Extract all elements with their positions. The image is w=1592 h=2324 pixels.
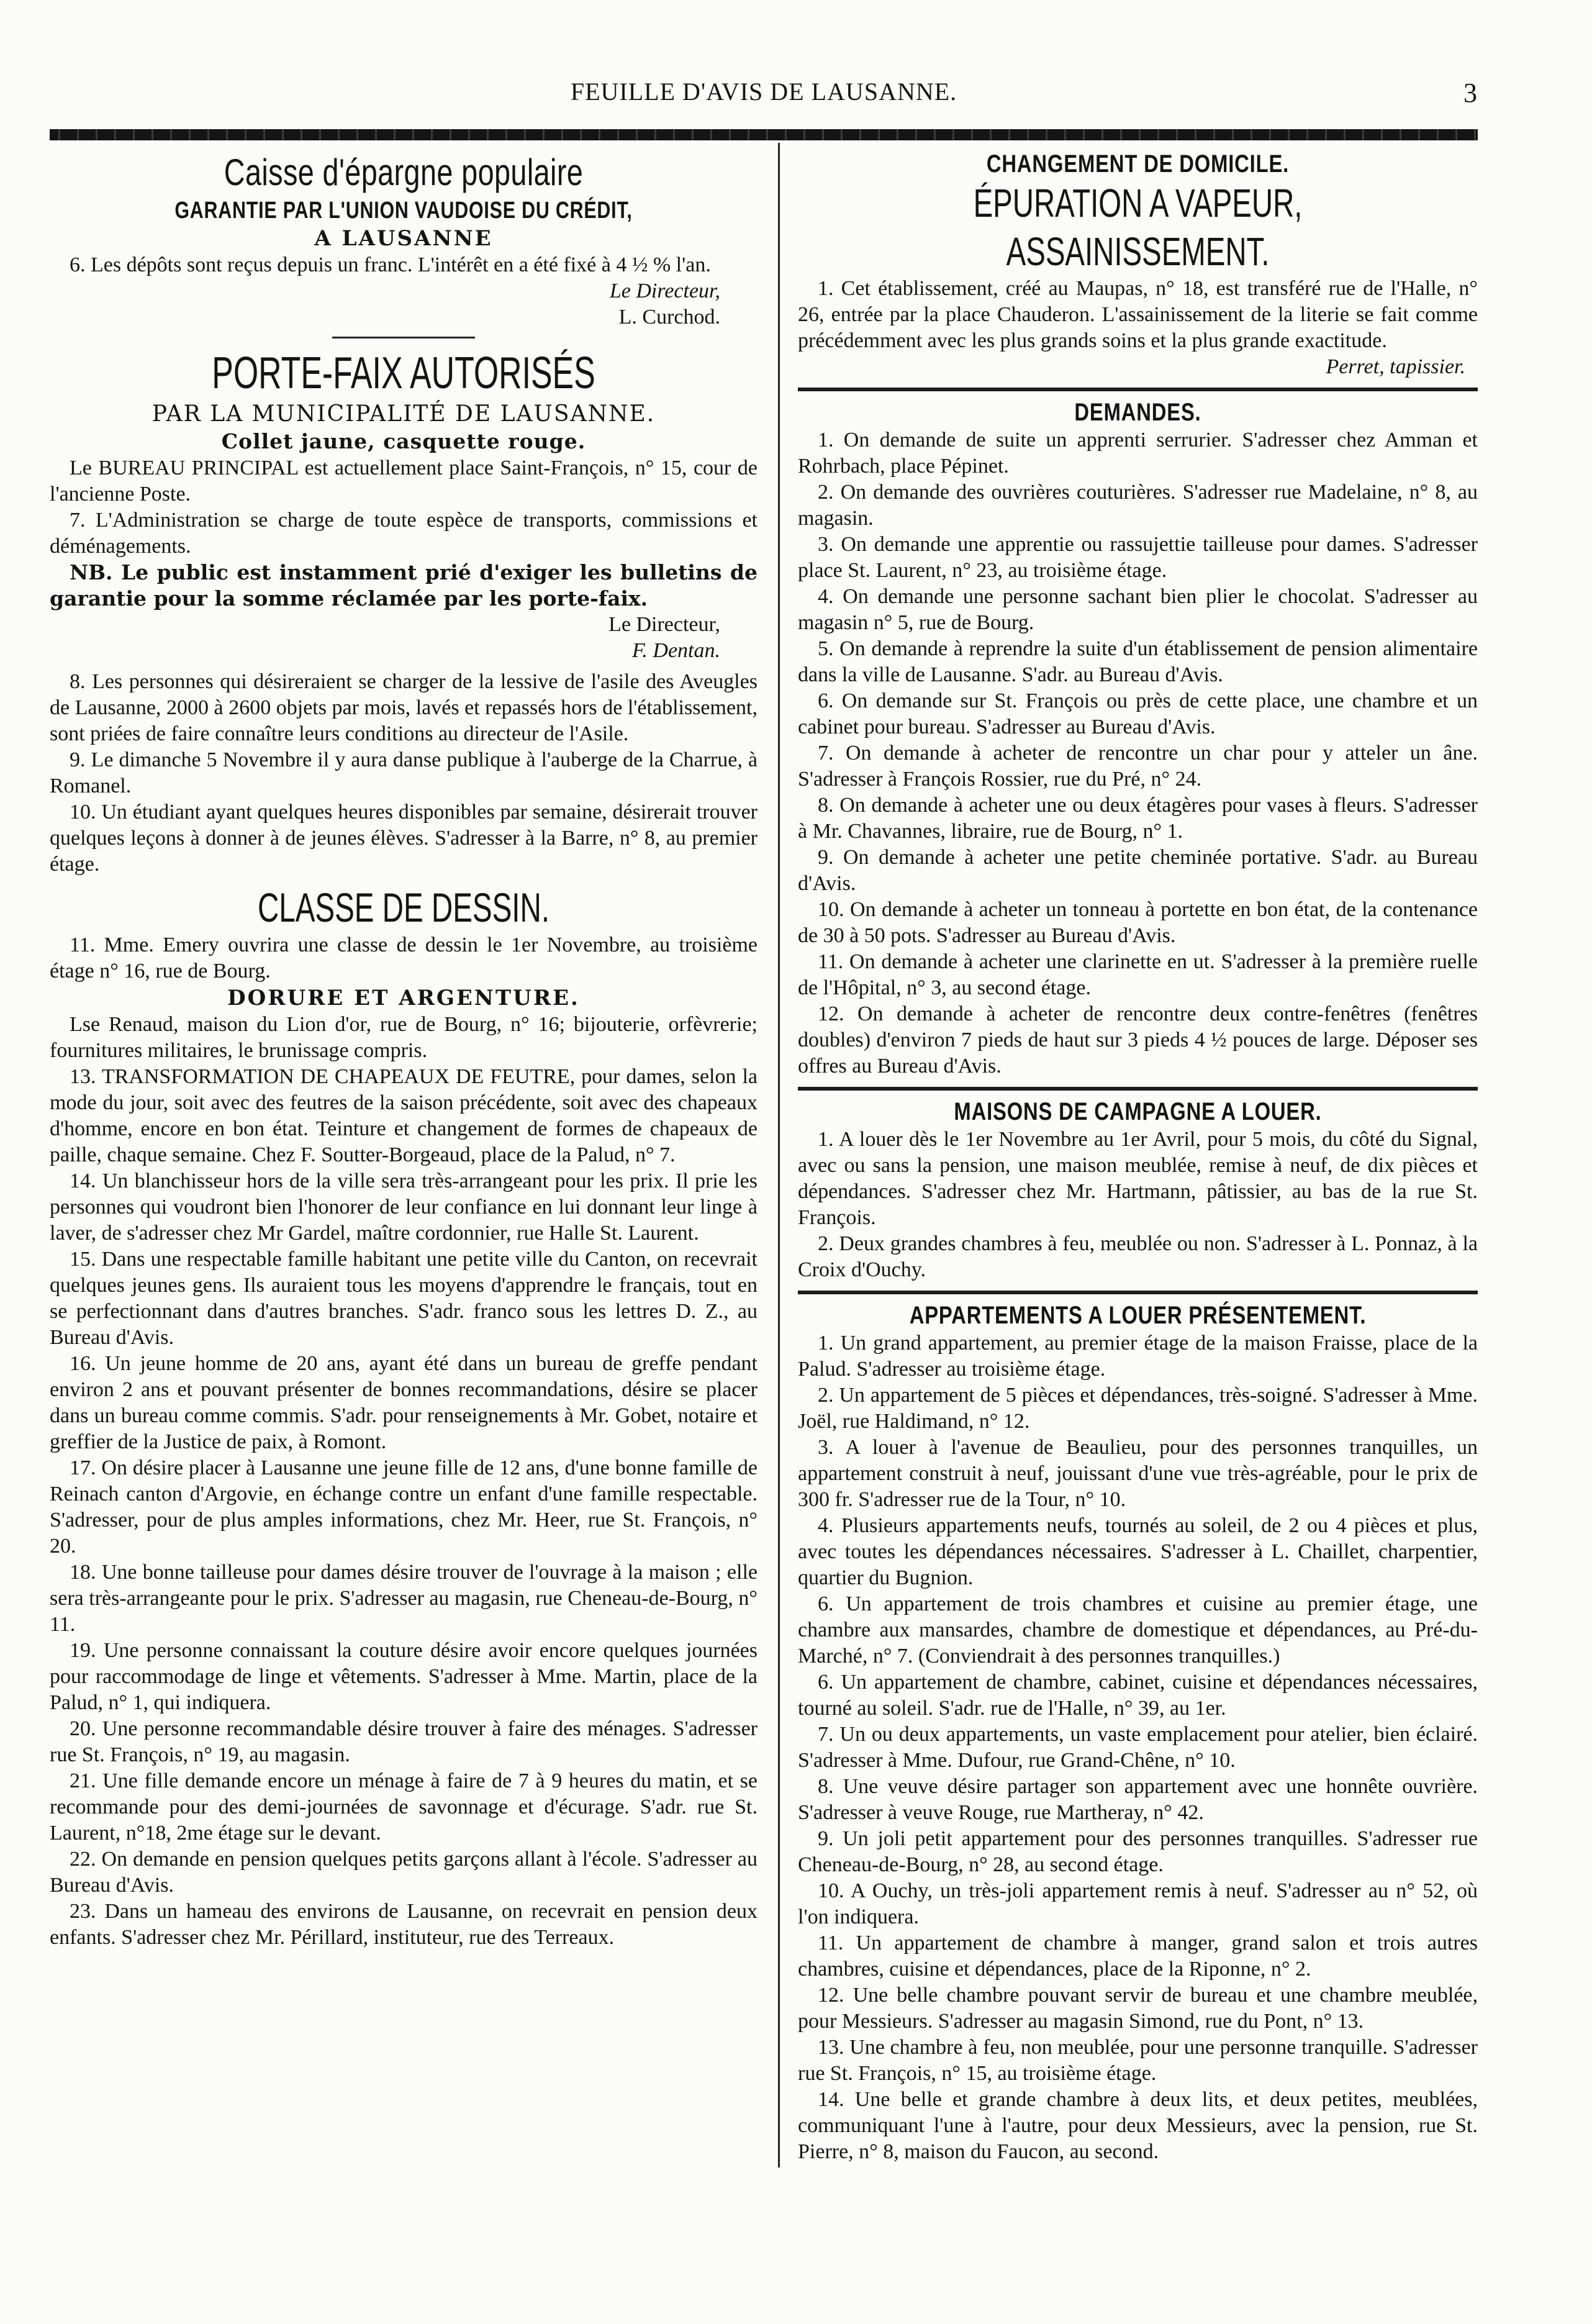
appartement-item: 8. Une veuve désire partager son appartement avec une honnête ouvrière. S'adresser à veuve Rouge, rue Martheray, n° 42. [798,1775,1478,1824]
maison-item: 2. Deux grandes chambres à feu, meublée ou non. S'adresser à L. Ponnaz, à la Croix d'Ouchy. [798,1232,1478,1281]
changement-text: 1. Cet établissement, créé au Maupas, n° 18, est transféré rue de l'Halle, n° 26, entrée par la place Chauderon. L'assainissement de la literie se fait comme précédemment avec les plus grands soins et la plus grande exactitude. [798,277,1478,352]
appartement-item: 4. Plusieurs appartements neufs, tournés au soleil, de 2 ou 4 pièces et plus, avec toutes les dépendances nécessaires. S'adresser à L. Chaillet, charpentier, quartier du Bugnion. [798,1514,1478,1589]
demande-item: 1. On demande de suite un apprenti serrurier. S'adresser chez Amman et Rohrbach, place Pépinet. [798,429,1478,478]
porte-faix-sig2: F. Dentan. [632,639,720,662]
appartements-title: APPARTEMENTS A LOUER PRÉSENTEMENT. [909,1302,1367,1329]
notice-19: 19. Une personne connaissant la couture désire avoir encore quelques journées pour raccommodage de linge et vêtements. S'adresser à Mme. Martin, place de la Palud, n° 1, qui indiquera. [50,1639,758,1714]
appartement-item: 14. Une belle et grande chambre à deux lits, et deux petites, meublées, communiquant l'une à l'autre, pour deux Messieurs, avec la pension, rue St. Pierre, n° 8, maison du Faucon, au second. [798,2088,1478,2163]
notice-10: 10. Un étudiant ayant quelques heures disponibles par semaine, désirerait trouver quelques leçons à donner à de jeunes élèves. S'adresser à la Barre, n° 8, au premier étage. [50,801,758,876]
changement-sig-row [798,354,1478,380]
caisse-sig-role [50,278,758,304]
demande-item: 12. On demande à acheter de rencontre deux contre-fenêtres (fenêtres doubles) d'environ 7 pieds de haut sur 3 pieds 4 ½ pouces de large. Déposer ses offres au Bureau d'Avis. [798,1002,1478,1078]
porte-faix-p3: NB. Le public est instamment prié d'exiger les bulletins de garantie pour la somme réclamée par les porte-faix. [50,560,758,611]
page-number: 3 [1463,78,1478,108]
caisse-sig1: Le Directeur, [609,279,720,302]
section-rule [798,1291,1478,1294]
notice-16: 16. Un jeune homme de 20 ans, ayant été dans un bureau de greffe pendant environ 2 ans et pouvant présenter de bonnes recommandations, désire se placer dans un bureau comme commis. S'adr. pour renseignements à Mr. Gobet, notaire et greffier de la Justice de paix, à Romont. [50,1352,758,1453]
appartement-item: 6. Un appartement de trois chambres et cuisine au premier étage, une chambre aux mansardes, chambre de domestique et dépendances, au Pré-du-Marché, n° 7. (Conviendrait à des personnes tranquilles.) [798,1592,1478,1668]
caisse-sig2: L. Curchod. [618,306,720,329]
caisse-title: Caisse d'épargne populaire [224,152,584,193]
header-rule [50,129,1478,140]
notice-17: 17. On désire placer à Lausanne une jeune fille de 12 ans, d'une bonne famille de Reinach canton d'Argovie, en échange contre un enfant d'une famille respectable. S'adresser, pour de plus amples informations, chez Mr. Heer, rue St. François, n° 20. [50,1456,758,1558]
newspaper-title: FEUILLE D'AVIS DE LAUSANNE. [570,78,957,106]
demandes-title: DEMANDES. [1074,399,1201,426]
porte-faix-line: Collet jaune, casquette rouge. [221,429,586,453]
appartement-item: 3. A louer à l'avenue de Beaulieu, pour des personnes tranquilles, un appartement construit à neuf, jouissant d'une vue très-agréable, pour le prix de 300 fr. S'adresser rue de la Tour, n° 10. [798,1436,1478,1511]
appartement-item: 12. Une belle chambre pouvant servir de bureau et une chambre meublée, pour Messieurs. S'adresser au magasin Simond, rue du Pont, n° 13. [798,1984,1478,2033]
left-column [50,149,758,1951]
appartement-item: 9. Un joli petit appartement pour des personnes tranquilles. S'adresser rue Cheneau-de-Bourg, n° 28, au second étage. [798,1827,1478,1876]
page-header [50,73,1478,111]
appartement-item: 6. Un appartement de chambre, cabinet, cuisine et dépendances nécessaires, tourné au soleil. S'adr. rue de l'Halle, n° 39, au 1er. [798,1671,1478,1720]
demande-item: 5. On demande à reprendre la suite d'un établissement de pension alimentaire dans la ville de Lausanne. S'adr. au Bureau d'Avis. [798,637,1478,686]
caisse-subtitle: GARANTIE PAR L'UNION VAUDOISE DU CRÉDIT, [174,197,633,224]
notice-18: 18. Une bonne tailleuse pour dames désire trouver de l'ouvrage à la maison ; elle sera très-arrangeante pour le prix. S'adresser au magasin, rue Cheneau-de-Bourg, n° 11. [50,1561,758,1636]
appartement-item: 13. Une chambre à feu, non meublée, pour une personne tranquille. S'adresser rue St. François, n° 15, au troisième étage. [798,2036,1478,2085]
porte-faix-sig1: Le Directeur, [608,613,720,636]
appartement-item: 10. A Ouchy, un très-joli appartement remis à neuf. S'adresser au n° 52, où l'on indiquera. [798,1879,1478,1928]
demande-item: 8. On demande à acheter une ou deux étagères pour vases à fleurs. S'adresser à Mr. Chavannes, libraire, rue de Bourg, n° 1. [798,794,1478,843]
notice-21: 21. Une fille demande encore un ménage à faire de 7 à 9 heures du matin, et se recommande pour des demi-journées de savonnage et d'écurage. S'adr. rue St. Laurent, n°18, 2me étage sur le devant. [50,1769,758,1845]
appartement-item: 7. Un ou deux appartements, un vaste emplacement pour atelier, bien éclairé. S'adresser à Mme. Dufour, rue Grand-Chêne, n° 10. [798,1723,1478,1772]
porte-faix-p1: Le BUREAU PRINCIPAL est actuellement place Saint-François, n° 15, cour de l'ancienne Poste. [50,456,758,506]
demandes-section [798,397,1478,1079]
porte-faix-title: PORTE-FAIX AUTORISÉS [212,348,595,398]
caisse-city: A LAUSANNE [314,226,493,251]
demande-item: 2. On demande des ouvrières couturières. S'adresser rue Madelaine, n° 8, au magasin. [798,481,1478,530]
maison-item: 1. A louer dès le 1er Novembre au 1er Avril, pour 5 mois, du côté du Signal, avec ou sans la pension, une maison meublée, remise à neuf, de dix pièces et dépendances. S'adresser chez Mr. Hartmann, pâtissier, au bas de la rue St. François. [798,1128,1478,1229]
porte-faix-sig-name [50,638,758,664]
dessin-text: 11. Mme. Emery ouvrira une classe de dessin le 1er Novembre, au troisième étage n° 16, rue de Bourg. [50,933,758,983]
caisse-sig-name [50,304,758,330]
section-rule [798,1087,1478,1091]
demande-item: 10. On demande à acheter un tonneau à portette en bon état, de la contenance de 30 à 50 pots. S'adresser au Bureau d'Avis. [798,898,1478,947]
section-rule [798,388,1478,391]
demande-item: 4. On demande une personne sachant bien plier le chocolat. S'adresser au magasin n° 5, rue de Bourg. [798,585,1478,634]
notice-14: 14. Un blanchisseur hors de la ville sera très-arrangeant pour les prix. Il prie les personnes qui voudront bien l'honorer de leur confiance en lui donnant leur linge à laver, de s'adresser chez Mr Gardel, maître cordonnier, rue Halle St. Laurent. [50,1169,758,1245]
notice-23: 23. Dans un hameau des environs de Lausanne, on recevrait en pension deux enfants. S'adresser chez Mr. Périllard, instituteur, rue des Terreaux. [50,1900,758,1949]
maisons-title: MAISONS DE CAMPAGNE A LOUER. [954,1098,1322,1125]
caisse-text: 6. Les dépôts sont reçus depuis un franc. L'intérêt en a été fixé à 4 ½ % l'an. [70,253,711,276]
notice-22: 22. On demande en pension quelques petits garçons allant à l'école. S'adresser au Bureau d'Avis. [50,1848,758,1897]
maisons-section [798,1097,1478,1283]
demande-item: 6. On demande sur St. François ou près de cette place, une chambre et un cabinet pour bureau. S'adresser au Bureau d'Avis. [798,689,1478,738]
porte-faix-ad [50,346,758,664]
appartements-section [798,1300,1478,2165]
notice-8: 8. Les personnes qui désireraient se charger de la lessive de l'asile des Aveugles de Lausanne, 2000 à 2600 objets par mois, lavés et repassés hors de l'établissement, sont priées de faire connaître leurs conditions au directeur de l'Asile. [50,670,758,745]
notice-13: 13. TRANSFORMATION DE CHAPEAUX DE FEUTRE, pour dames, selon la mode du jour, soit avec des feutres de la saison précédente, soit avec des chapeaux d'homme, encore en bon état. Teinture et changement de formes de chapeaux de paille, chaque semaine. Chez F. Soutter-Borgeaud, place de la Palud, n° 7. [50,1065,758,1166]
dessin-title: CLASSE DE DESSIN. [257,884,550,930]
notice-20: 20. Une personne recommandable désire trouver à faire des ménages. S'adresser rue St. François, n° 19, au magasin. [50,1717,758,1766]
right-column [798,149,1478,2165]
demande-item: 9. On demande à acheter une petite cheminée portative. S'adr. au Bureau d'Avis. [798,846,1478,895]
column-divider [778,143,780,2167]
changement-title: CHANGEMENT DE DOMICILE. [986,150,1290,178]
porte-faix-subtitle: PAR LA MUNICIPALITÉ DE LAUSANNE. [152,401,656,427]
porte-faix-sig-role [50,612,758,638]
demande-item: 11. On demande à acheter une clarinette en ut. S'adresser à la première ruelle de l'Hôpital, n° 3, au second étage. [798,950,1478,999]
caisse-epargne-ad [50,149,758,330]
separator-rule [332,337,475,338]
dorure-text: Lse Renaud, maison du Lion d'or, rue de Bourg, n° 16; bijouterie, orfèvrerie; fournitures militaires, le brunissage compris. [50,1013,758,1062]
porte-faix-p2: 7. L'Administration se charge de toute espèce de transports, commissions et déménagements. [50,509,758,558]
changement-subtitle: ÉPURATION A VAPEUR, ASSAINISSEMENT. [973,181,1303,274]
changement-ad [798,149,1478,380]
notice-15: 15. Dans une respectable famille habitant une petite ville du Canton, on recevrait quelques jeunes gens. Ils auraient tous les moyens d'apprendre le français, tout en se perfectionnant dans d'autres branches. S'adr. franco sous les lettres D. Z., au Bureau d'Avis. [50,1248,758,1349]
demande-item: 7. On demande à acheter de rencontre un char pour y atteler un âne. S'adresser à François Rossier, rue du Pré, n° 24. [798,742,1478,791]
appartement-item: 2. Un appartement de 5 pièces et dépendances, très-soigné. S'adresser à Mme. Joël, rue Haldimand, n° 12. [798,1384,1478,1433]
appartement-item: 11. Un appartement de chambre à manger, grand salon et trois autres chambres, cuisine et dépendances, place de la Riponne, n° 2. [798,1931,1478,1981]
demande-item: 3. On demande une apprentie ou rassujettie tailleuse pour dames. S'adresser place St. Laurent, n° 23, au troisième étage. [798,533,1478,582]
changement-sig: Perret, tapissier. [1326,355,1465,378]
dorure-title: DORURE ET ARGENTURE. [227,986,580,1010]
notice-9: 9. Le dimanche 5 Novembre il y aura danse publique à l'auberge de la Charrue, à Romanel. [50,748,758,797]
appartement-item: 1. Un grand appartement, au premier étage de la maison Fraisse, place de la Palud. S'adresser au troisième étage. [798,1332,1478,1381]
